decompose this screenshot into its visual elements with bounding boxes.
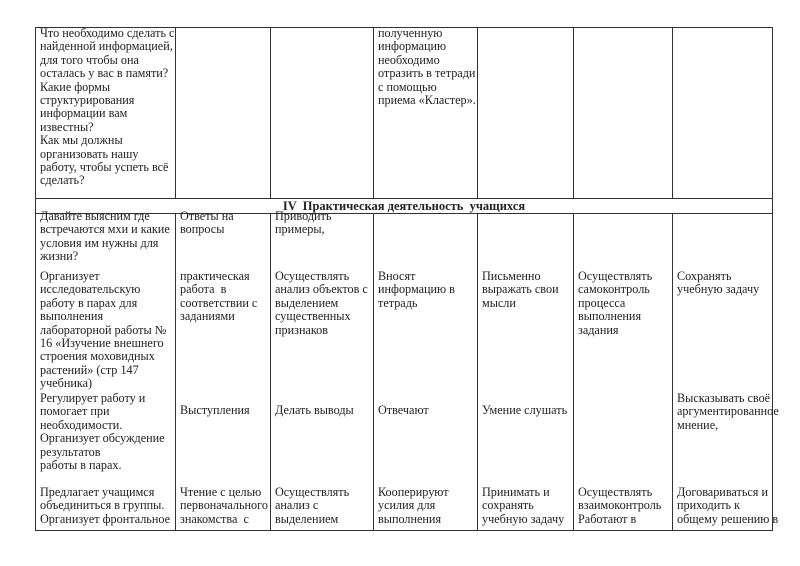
cell-text: Сохранять учебную задачу — [677, 269, 760, 297]
cell-text: Осуществлять анализ объектов с выделением существенных признаков — [275, 269, 368, 337]
col-divider — [270, 213, 271, 530]
table-border-bottom — [35, 530, 773, 531]
section-header: IV Практическая деятельность учащихся — [282, 199, 526, 213]
col-divider — [573, 27, 574, 198]
col-divider — [573, 213, 574, 530]
cell-text: Осуществлять взаимоконтроль Работают в — [578, 485, 662, 526]
cell-text: Приводить примеры, — [275, 209, 332, 237]
cell-text: Письменно выражать свои мысли — [482, 269, 559, 310]
teacher-questions-cell: Что необходимо сделать с найденной информацией, для того чтобы она осталась у вас в памяти? Какие формы структурирования информации вам известны? Как мы должны организовать нашу работу, чтобы успеть всё сделать? — [40, 26, 175, 188]
cell-text: Предлагает учащимся объединиться в группы. Организует фронтальное — [40, 485, 171, 526]
cell-text: Организует исследовательскую работу в парах для выполнения лабораторной работы № 16 «Изучение внешнего строения моховидных растений» (стр 147 учебника) — [40, 269, 167, 391]
col-divider — [672, 27, 673, 198]
cell-text: Вносят информацию в тетрадь — [378, 269, 455, 310]
col-divider — [373, 213, 374, 530]
cell-text: Регулирует работу и помогает при необходимости. Организует обсуждение результатов работы в парах. — [40, 391, 165, 473]
cell-text: Давайте выясним где встречаются мхи и какие условия им нужны для жизни? — [40, 209, 170, 264]
cell-text: Осуществлять анализ с выделением — [275, 485, 350, 526]
col-divider — [175, 27, 176, 198]
cell-text: Кооперируют усилия для выполнения — [378, 485, 449, 526]
cell-text: Выступления — [180, 403, 250, 417]
cell-text: Ответы на вопросы — [180, 209, 234, 237]
cell-text: практическая работа в соответствии с заданиями — [180, 269, 258, 324]
col-divider — [35, 27, 36, 531]
col-divider — [477, 213, 478, 530]
cell-text: Высказывать своё аргументированное мнение, — [677, 391, 779, 432]
cell-text: Осуществлять самоконтроль процесса выполнения задания — [578, 269, 653, 337]
col-divider — [772, 27, 773, 531]
cell-text: Принимать и сохранять учебную задачу — [482, 485, 565, 526]
cell-text: Умение слушать — [482, 403, 568, 417]
student-activity-cell: полученную информацию необходимо отразить в тетради с помощью приема «Кластер». — [378, 26, 476, 108]
cell-text: Отвечают — [378, 403, 429, 417]
col-divider — [672, 213, 673, 530]
cell-text: Договариваться и приходить к общему решению в — [677, 485, 779, 526]
cell-text: Делать выводы — [275, 403, 354, 417]
col-divider — [477, 27, 478, 198]
col-divider — [175, 213, 176, 530]
col-divider — [270, 27, 271, 198]
col-divider — [373, 27, 374, 198]
cell-text: Чтение с целью первоначального знакомства с — [180, 485, 268, 526]
